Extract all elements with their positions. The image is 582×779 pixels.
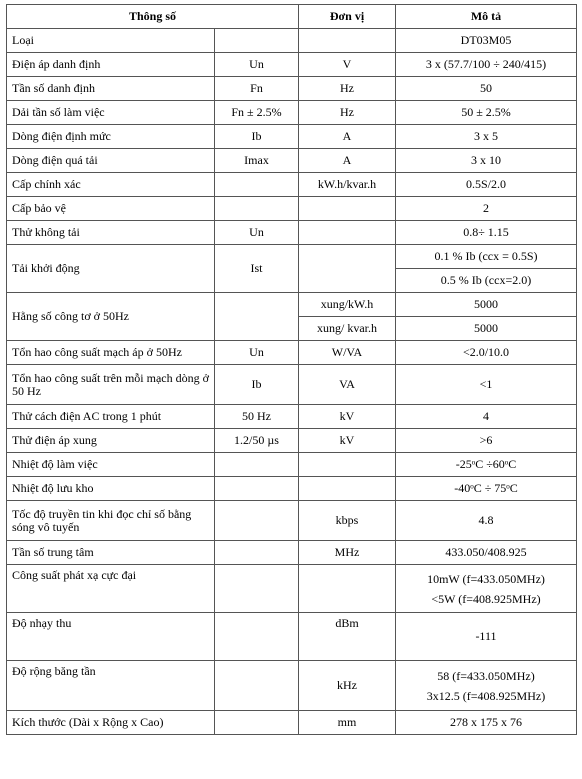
param-desc: 0.1 % Ib (ccx = 0.5S) xyxy=(396,245,577,269)
param-name: Cấp chính xác xyxy=(7,173,215,197)
desc-line: 10mW (f=433.050MHz) xyxy=(427,571,545,586)
param-unit: dBm xyxy=(299,613,396,661)
param-name: Thử điện áp xung xyxy=(7,429,215,453)
param-symbol xyxy=(215,661,299,711)
param-desc: 50 xyxy=(396,77,577,101)
param-name: Thử không tải xyxy=(7,221,215,245)
param-name: Tải khởi động xyxy=(7,245,215,293)
param-symbol xyxy=(215,711,299,735)
param-unit xyxy=(299,477,396,501)
param-desc: 2 xyxy=(396,197,577,221)
param-desc: 3 x (57.7/100 ÷ 240/415) xyxy=(396,53,577,77)
table-row xyxy=(7,77,577,101)
header-unit: Đơn vị xyxy=(299,5,396,29)
param-name: Dải tần số làm việc xyxy=(7,101,215,125)
param-unit: mm xyxy=(299,711,396,735)
desc-line: 58 (f=433.050MHz) xyxy=(437,668,535,683)
param-unit xyxy=(299,565,396,613)
param-desc: 5000 xyxy=(396,293,577,317)
param-name: Loại xyxy=(7,29,215,53)
table-row xyxy=(7,453,577,477)
table-row xyxy=(7,197,577,221)
param-desc xyxy=(396,661,577,711)
param-unit xyxy=(299,453,396,477)
param-name: Độ nhạy thu xyxy=(7,613,215,661)
table-row xyxy=(7,149,577,173)
param-name: Thử cách điện AC trong 1 phút xyxy=(7,405,215,429)
param-name: Hằng số công tơ ở 50Hz xyxy=(7,293,215,341)
header-desc: Mô tả xyxy=(396,5,577,29)
param-desc: 3 x 10 xyxy=(396,149,577,173)
param-name: Dòng điện quá tải xyxy=(7,149,215,173)
param-symbol: Fn xyxy=(215,77,299,101)
param-unit: kV xyxy=(299,405,396,429)
param-unit: kW.h/kvar.h xyxy=(299,173,396,197)
table-row xyxy=(7,173,577,197)
param-unit: VA xyxy=(299,365,396,405)
param-unit: Hz xyxy=(299,101,396,125)
param-desc: 0.8÷ 1.15 xyxy=(396,221,577,245)
param-unit: A xyxy=(299,125,396,149)
param-unit: Hz xyxy=(299,77,396,101)
param-unit xyxy=(299,197,396,221)
table-row xyxy=(7,125,577,149)
table-row xyxy=(7,613,577,661)
param-name: Nhiệt độ lưu kho xyxy=(7,477,215,501)
param-desc: <2.0/10.0 xyxy=(396,341,577,365)
param-symbol: Un xyxy=(215,53,299,77)
param-unit: xung/kW.h xyxy=(299,293,396,317)
table-row xyxy=(7,53,577,77)
spec-table xyxy=(6,4,577,735)
param-desc: 433.050/408.925 xyxy=(396,541,577,565)
param-symbol: Ist xyxy=(215,245,299,293)
param-desc: 4.8 xyxy=(396,501,577,541)
param-symbol xyxy=(215,501,299,541)
param-symbol: Fn ± 2.5% xyxy=(215,101,299,125)
param-desc xyxy=(396,565,577,613)
param-symbol xyxy=(215,613,299,661)
param-name: Kích thước (Dài x Rộng x Cao) xyxy=(7,711,215,735)
param-symbol: Un xyxy=(215,221,299,245)
param-unit xyxy=(299,29,396,53)
param-symbol xyxy=(215,477,299,501)
table-row xyxy=(7,101,577,125)
table-row xyxy=(7,711,577,735)
param-symbol xyxy=(215,541,299,565)
param-name: Tần số danh định xyxy=(7,77,215,101)
param-symbol: Imax xyxy=(215,149,299,173)
table-row xyxy=(7,405,577,429)
param-desc: 0.5 % Ib (ccx=2.0) xyxy=(396,269,577,293)
param-desc: >6 xyxy=(396,429,577,453)
desc-line: <5W (f=408.925MHz) xyxy=(431,591,541,606)
header-row xyxy=(7,5,577,29)
header-param: Thông số xyxy=(7,5,299,29)
desc-line: 3x12.5 (f=408.925MHz) xyxy=(426,688,546,703)
table-row xyxy=(7,565,577,613)
param-name: Tốc độ truyền tin khi đọc chỉ số bằng sóng vô tuyến xyxy=(7,501,215,541)
param-desc: 4 xyxy=(396,405,577,429)
param-unit: kHz xyxy=(299,661,396,711)
table-row xyxy=(7,541,577,565)
param-symbol: 50 Hz xyxy=(215,405,299,429)
table-row xyxy=(7,661,577,711)
param-unit: MHz xyxy=(299,541,396,565)
param-symbol: Ib xyxy=(215,125,299,149)
param-name: Điện áp danh định xyxy=(7,53,215,77)
param-symbol xyxy=(215,453,299,477)
table-row xyxy=(7,501,577,541)
param-symbol xyxy=(215,173,299,197)
param-desc: DT03M05 xyxy=(396,29,577,53)
param-unit: V xyxy=(299,53,396,77)
param-name: Nhiệt độ làm việc xyxy=(7,453,215,477)
param-name: Dòng điện định mức xyxy=(7,125,215,149)
param-desc: 3 x 5 xyxy=(396,125,577,149)
table-row xyxy=(7,221,577,245)
param-symbol xyxy=(215,565,299,613)
param-symbol: Un xyxy=(215,341,299,365)
table-row xyxy=(7,477,577,501)
param-unit: kbps xyxy=(299,501,396,541)
param-symbol xyxy=(215,293,299,341)
table-row xyxy=(7,365,577,405)
param-unit: kV xyxy=(299,429,396,453)
param-name: Công suất phát xạ cực đại xyxy=(7,565,215,613)
table-row xyxy=(7,29,577,53)
table-row xyxy=(7,341,577,365)
param-unit xyxy=(299,245,396,293)
param-symbol xyxy=(215,197,299,221)
param-desc: -25ᵒC ÷60ᵒC xyxy=(396,453,577,477)
table-row xyxy=(7,429,577,453)
param-unit xyxy=(299,221,396,245)
param-name: Độ rộng băng tần xyxy=(7,661,215,711)
param-name: Cấp bảo vệ xyxy=(7,197,215,221)
param-desc: 50 ± 2.5% xyxy=(396,101,577,125)
param-desc: 5000 xyxy=(396,317,577,341)
param-name: Tổn hao công suất trên mỗi mạch dòng ở 50 Hz xyxy=(7,365,215,405)
param-desc: -40ᵒC ÷ 75ᵒC xyxy=(396,477,577,501)
param-name: Tổn hao công suất mạch áp ở 50Hz xyxy=(7,341,215,365)
param-symbol: 1.2/50 µs xyxy=(215,429,299,453)
param-unit: xung/ kvar.h xyxy=(299,317,396,341)
param-name: Tần số trung tâm xyxy=(7,541,215,565)
param-desc: -111 xyxy=(396,613,577,661)
param-symbol xyxy=(215,29,299,53)
param-desc: 0.5S/2.0 xyxy=(396,173,577,197)
param-unit: W/VA xyxy=(299,341,396,365)
table-row xyxy=(7,293,577,317)
table-row xyxy=(7,245,577,269)
param-symbol: Ib xyxy=(215,365,299,405)
param-desc: <1 xyxy=(396,365,577,405)
param-unit: A xyxy=(299,149,396,173)
param-desc: 278 x 175 x 76 xyxy=(396,711,577,735)
